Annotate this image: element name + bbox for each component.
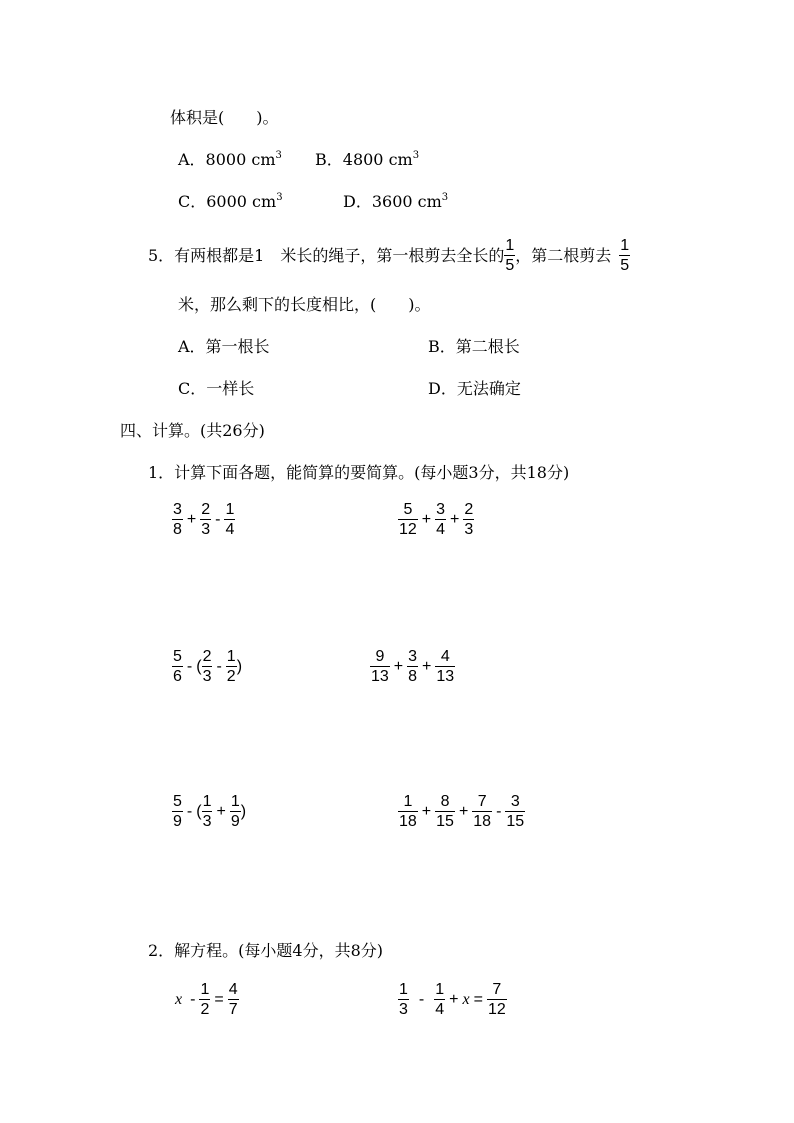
fraction: $\frac{2}{3}$ (201, 501, 211, 538)
operator: + (422, 657, 432, 675)
operator: + (421, 802, 432, 820)
equation-1-equals: = (214, 990, 224, 1008)
expression-6 (398, 792, 525, 831)
equation-1-operator: - (190, 990, 196, 1008)
equation-2-rhs: $\frac{7}{12}$ (487, 981, 506, 1018)
fraction: $\frac{7}{18}$ (473, 793, 492, 830)
equation-1 (175, 980, 239, 1019)
fraction: $\frac{2}{3}$ (202, 648, 212, 685)
q4-option-d: D．3600 $cm^3$ (343, 192, 449, 211)
expression-1 (172, 500, 235, 539)
fraction: $\frac{5}{9}$ (173, 793, 182, 830)
q5-text-a: 5．有两根都是1 米长的绳子，第一根剪去全长的 (148, 245, 505, 265)
close-paren: ) (240, 802, 247, 820)
fraction: $\frac{1}{4}$ (225, 501, 235, 538)
q5-text-b: ，第二根剪去 (515, 245, 612, 265)
q5-fraction-2: $\frac{1}{5}$ (620, 237, 630, 274)
part-1-title: 1．计算下面各题，能简算的要简算。(每小题3分，共18分) (148, 463, 570, 482)
q4-stem-end: 体积是( )。 (170, 108, 279, 127)
equation-2-fraction-1: $\frac{1}{3}$ (399, 981, 408, 1018)
part-2-title: 2．解方程。(每小题4分，共8分) (148, 941, 384, 960)
fraction: $\frac{1}{2}$ (226, 648, 236, 685)
expression-4 (370, 647, 455, 686)
operator: + (458, 802, 469, 820)
operator: - (215, 510, 221, 528)
fraction: $\frac{3}{8}$ (408, 648, 418, 685)
expression-5 (172, 792, 246, 831)
equation-2-operator-2: + (449, 990, 459, 1008)
q5-option-b: B．第二根长 (428, 337, 520, 356)
q4-option-a: A．8000 $cm^3$ (178, 150, 282, 169)
q5-stem-line2: 米，那么剩下的长度相比，( )。 (178, 295, 431, 314)
q4-option-b: B．4800 $cm^3$ (315, 150, 420, 169)
equation-1-fraction: $\frac{1}{2}$ (200, 981, 210, 1018)
equation-2-equals: = (473, 990, 483, 1008)
q5-option-c: C．一样长 (178, 379, 255, 398)
section-4-title: 四、计算。(共26分) (120, 421, 265, 440)
equation-2-fraction-2: $\frac{1}{4}$ (435, 981, 445, 1018)
fraction: $\frac{3}{4}$ (436, 501, 446, 538)
operator: - (496, 802, 502, 820)
equation-2-operator-1: - (418, 990, 425, 1008)
operator: + (450, 510, 460, 528)
operator: - (186, 657, 193, 675)
q5-fraction-1: $\frac{1}{5}$ (505, 237, 515, 274)
equation-2-variable: x (462, 990, 470, 1008)
fraction: $\frac{4}{13}$ (436, 648, 455, 685)
q5-option-d: D．无法确定 (428, 379, 521, 398)
q5-stem-line1 (148, 236, 630, 275)
fraction: $\frac{1}{9}$ (230, 793, 240, 830)
close-paren: ) (236, 657, 243, 675)
operator: + (216, 802, 226, 820)
expression-3 (172, 647, 242, 686)
fraction: $\frac{2}{3}$ (464, 501, 474, 538)
fraction: $\frac{9}{13}$ (371, 648, 389, 685)
fraction: $\frac{5}{12}$ (399, 501, 417, 538)
equation-1-variable: x (175, 990, 183, 1008)
equation-2 (398, 980, 507, 1019)
fraction: $\frac{8}{15}$ (436, 793, 454, 830)
operator: - (216, 657, 222, 675)
equation-1-rhs: $\frac{4}{7}$ (228, 981, 238, 1018)
operator: + (421, 510, 432, 528)
fraction: $\frac{3}{8}$ (173, 501, 182, 538)
expression-2 (398, 500, 474, 539)
fraction: $\frac{1}{18}$ (399, 793, 417, 830)
fraction: $\frac{1}{3}$ (202, 793, 212, 830)
operator: + (186, 510, 197, 528)
open-paren: ( (196, 802, 202, 820)
fraction: $\frac{3}{15}$ (506, 793, 525, 830)
fraction: $\frac{5}{6}$ (173, 648, 182, 685)
operator: - (186, 802, 193, 820)
operator: + (393, 657, 404, 675)
q5-option-a: A．第一根长 (178, 337, 270, 356)
open-paren: ( (196, 657, 202, 675)
q4-option-c: C．6000 $cm^3$ (178, 192, 283, 211)
